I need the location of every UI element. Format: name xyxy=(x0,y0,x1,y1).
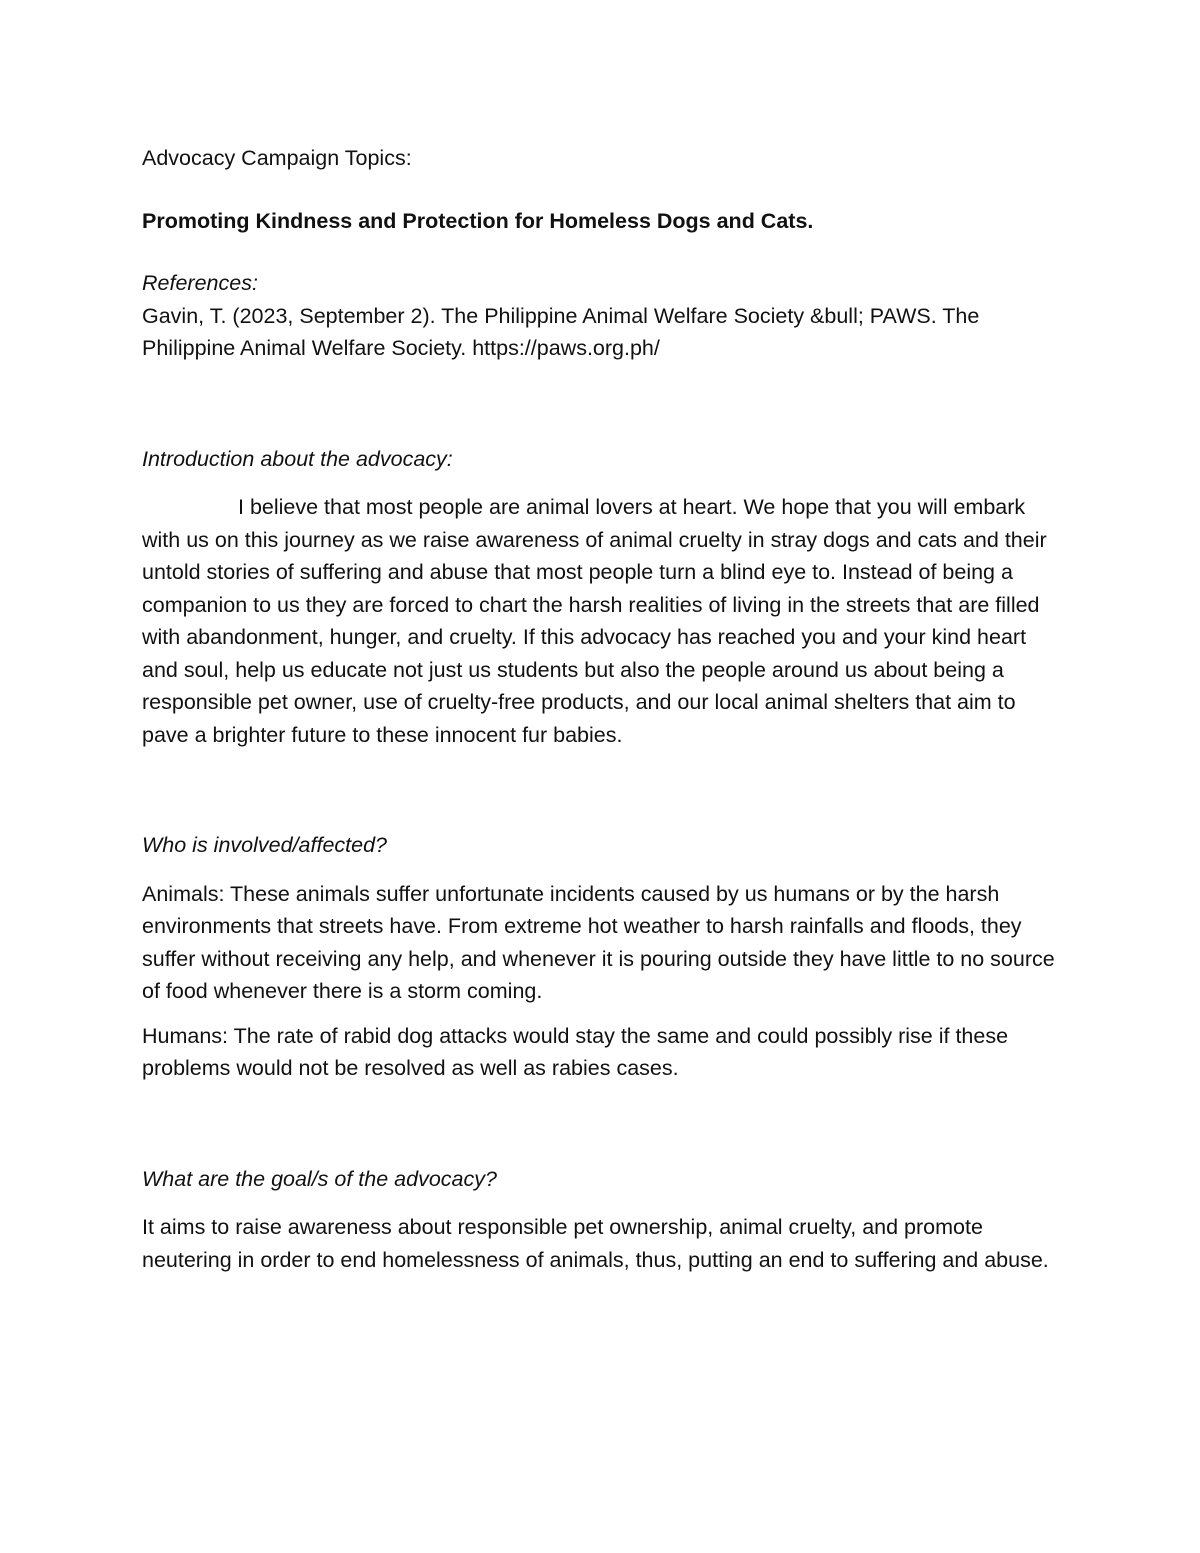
reference-entry: Gavin, T. (2023, September 2). The Philippine Animal Welfare Society &bull; PAWS. The Philippine Animal Welfare Society. https://paws.org.ph/ xyxy=(142,303,980,360)
document-body xyxy=(142,142,1062,1276)
animals-paragraph: Animals: These animals suffer unfortunate incidents caused by us humans or by the harsh environments that streets have. From extreme hot weather to harsh rainfalls and floods, they suffer without receiving any help, and whenever it is pouring outside they have little to no source of food whenever there is a storm coming. xyxy=(142,881,1055,1003)
references-label: References: xyxy=(142,271,258,295)
humans-paragraph: Humans: The rate of rabid dog attacks would stay the same and could possibly rise if these problems would not be resolved as well as rabies cases. xyxy=(142,1023,1009,1080)
intro-paragraph: I believe that most people are animal lovers at heart. We hope that you will embark with us on this journey as we raise awareness of animal cruelty in stray dogs and cats and their untold stories of suffering and abuse that most people turn a blind eye to. Instead of being a companion to us they are forced to chart the harsh realities of living in the streets that are filled with abandonment, hunger, and cruelty. If this advocacy has reached you and your kind heart and soul, help us educate not just us students but also the people around us about being a responsible pet owner, use of cruelty-free products, and our local animal shelters that aim to pave a brighter future to these innocent fur babies. xyxy=(142,495,1047,747)
intro-heading: Introduction about the advocacy: xyxy=(142,446,453,471)
campaign-topic: Promoting Kindness and Protection for Homeless Dogs and Cats. xyxy=(142,208,814,233)
goal-heading: What are the goal/s of the advocacy? xyxy=(142,1166,497,1191)
who-heading: Who is involved/affected? xyxy=(142,833,387,857)
goal-paragraph: It aims to raise awareness about responsible pet ownership, animal cruelty, and promote neutering in order to end homelessness of animals, thus, putting an end to suffering and abuse. xyxy=(142,1215,1049,1272)
campaign-label: Advocacy Campaign Topics: xyxy=(142,146,412,170)
